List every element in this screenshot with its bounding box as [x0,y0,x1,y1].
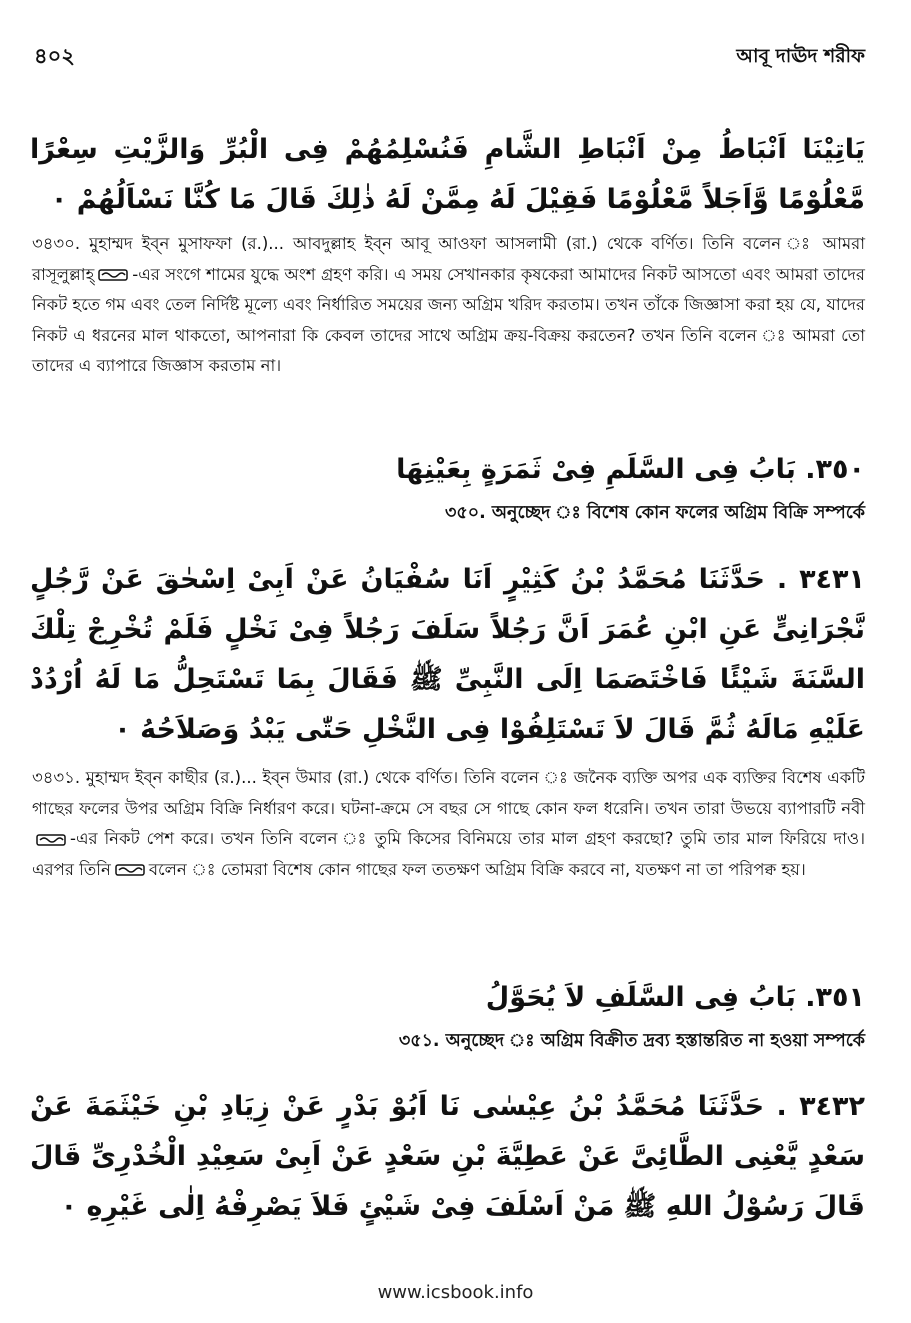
page-number: ৪০২ [34,44,75,68]
salawat-seal-icon [115,862,145,878]
arabic-text-continuation: يَاتِيْنَا اَنْبَاطُ مِنْ اَنْبَاطِ الشَّامِ فَنُسْلِمُهُمْ فِى الْبُرِّ وَالزَّيْتِ سِعْرًا مَّعْلُوْمًا وَّاَجَلاً مَّعْلُوْمًا فَقِيْلَ لَهُ مِمَّنْ لَهُ ذٰلِكَ قَالَ مَا كُنَّا نَسْاَلُهُمْ ٠ [30,134,865,215]
salawat-seal-icon [36,832,66,848]
chapter-heading-350-arabic: ٣٥٠. بَابُ فِى السَّلَمِ فِىْ ثَمَرَةٍ بِعَيْنِهَا [396,454,865,485]
salawat-seal-icon [98,267,128,283]
running-head: আবূ দাঊদ শরীফ [736,45,865,67]
translation-text: -এর সংগে শামের যুদ্ধে অংশ গ্রহণ করি। এ সময় সেখানকার কৃষকেরা আমাদের নিকট আসতো এবং আমরা তাদের নিকট হতে গম এবং তেল নির্দিষ্ট মূল্যে এবং নির্ধারিত সময়ের জন্য অগ্রিম খরিদ করতাম। তখন তাঁকে জিজ্ঞাসা করা হয় যে, যাদের নিকট এ ধরনের মাল থাকতো, আপনারা কি কেবল তাদের সাথে অগ্রিম ক্রয়-বিক্রয় করতেন? তখন তিনি বলেন ঃ আমরা তো তাদের এ ব্যাপারে জিজ্ঞাস করতাম না। [32,264,865,375]
arabic-hadith-3431: ٣٤٣١ . حَدَّثَنَا مُحَمَّدُ بْنُ كَثِيْرٍ اَنَا سُفْيَانُ عَنْ اَبِىْ اِسْحٰقَ عَنْ رَّجُلٍ نَّجْرَانِىٍّ عَنِ ابْنِ عُمَرَ اَنَّ رَجُلاً سَلَفَ رَجُلاً فِىْ نَخْلٍ فَلَمْ تُخْرِجْ تِلْكَ السَّنَةَ شَيْئًا فَاخْتَصَمَا اِلَى النَّبِىِّ ﷺ فَقَالَ بِمَا تَسْتَحِلُّ مَا لَهُ اُرْدُدْ عَلَيْهِ مَالَهُ ثُمَّ قَالَ لاَ تَسْتَلِفُوْا فِى النَّخْلِ حَتّٰى يَبْدُ وَصَلاَحُهُ ٠ [30,564,865,745]
chapter-heading-351-bengali: ৩৫১. অনুচ্ছেদ ঃ অগ্রিম বিক্রীত দ্রব্য হস্তান্তরিত না হওয়া সম্পর্কে [398,1031,865,1051]
translation-text: -এর নিকট পেশ করে। তখন তিনি বলেন ঃ তুমি কিসের বিনিময়ে তার মাল গ্রহণ করছো? তুমি তার মাল ফিরিয়ে দাও। এরপর তিনি [32,829,865,879]
translation-text: ৩৪৩০. মুহাম্মদ ইব্ন মুসাফফা (র.)... আবদুল্লাহ ইব্ন আবূ আওফা আসলামী (রা.) থেকে বর্ণিত। তিনি বলেন ঃ আমরা রাসূলুল্লাহ্ [32,234,865,284]
translation-text: ৩৪৩১. মুহাম্মদ ইব্ন কাছীর (র.)... ইব্ন উমার (রা.) থেকে বর্ণিত। তিনি বলেন ঃ জনৈক ব্যক্তি অপর এক ব্যক্তির বিশেষ একটি গাছের ফলের উপর অগ্রিম বিক্রি নির্ধারণ করে। ঘটনা-ক্রমে সে বছর সে গাছে কোন ফল ধরেনি। তখন তারা উভয়ে ব্যাপারটি নবী [32,768,865,818]
bengali-translation-3431 [32,763,865,885]
chapter-heading-350-bengali: ৩৫০. অনুচ্ছেদ ঃ বিশেষ কোন ফলের অগ্রিম বিক্রি সম্পর্কে [445,503,865,523]
chapter-heading-351-arabic: ٣٥١. بَابُ فِى السَّلَفِ لاَ يُحَوَّلُ [485,982,865,1013]
footer-url[interactable]: www.icsbook.info [377,1282,534,1303]
arabic-hadith-3432: ٣٤٣٢ . حَدَّثَنَا مُحَمَّدُ بْنُ عِيْسٰى نَا اَبُوْ بَدْرٍ عَنْ زِيَادِ بْنِ خَيْثَمَةَ عَنْ سَعْدٍ يَّعْنِى الطَّائِىَّ عَنْ عَطِيَّةَ بْنِ سَعْدٍ عَنْ اَبِىْ سَعِيْدِ الْخُدْرِىِّ قَالَ قَالَ رَسُوْلُ اللهِ ﷺ مَنْ اَسْلَفَ فِىْ شَيْئٍ فَلاَ يَصْرِفْهُ اِلٰى غَيْرِهِ ٠ [30,1091,865,1222]
translation-text: বলেন ঃ তোমরা বিশেষ কোন গাছের ফল ততক্ষণ অগ্রিম বিক্রি করবে না, যতক্ষণ না তা পরিপক্ব হয়। [148,859,806,879]
bengali-translation-3430 [32,229,865,382]
